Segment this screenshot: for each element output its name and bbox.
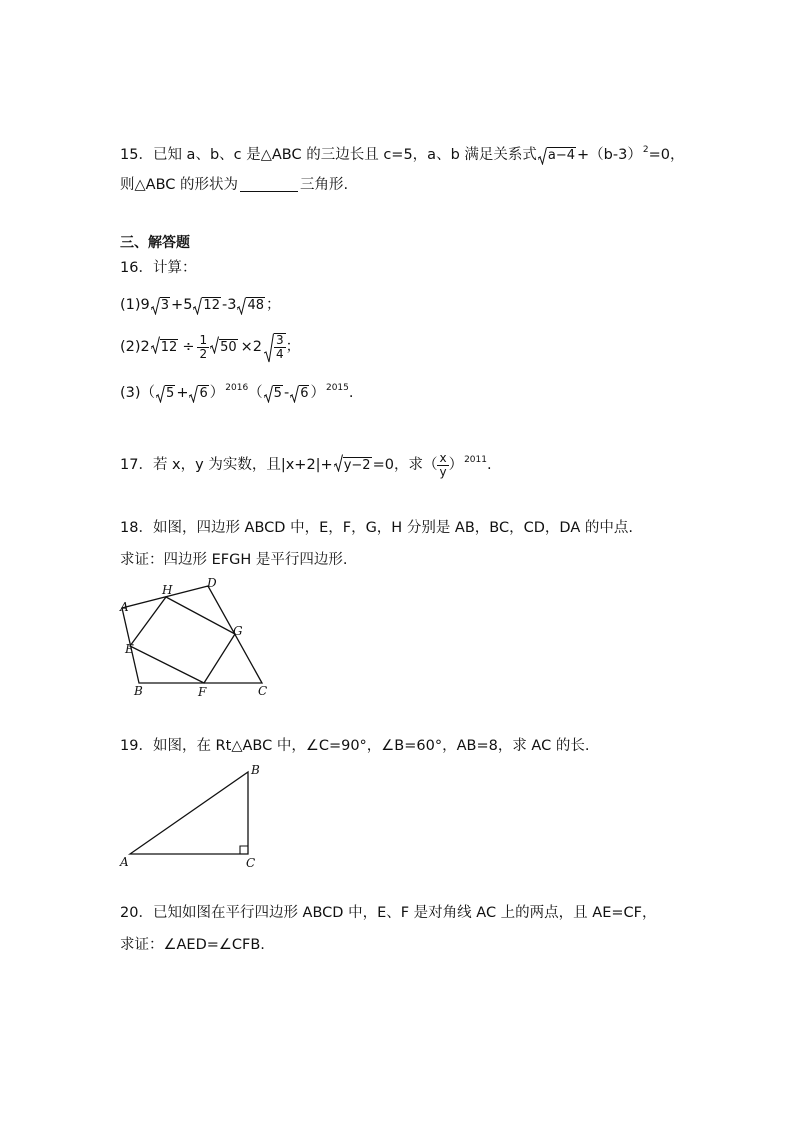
minus-sign: - [283,385,290,401]
paren: ） [310,385,325,401]
paren: ） [209,385,225,401]
sqrt-expression: y−2 [334,452,372,479]
sqrt-fraction: $\frac{3}{4}$ [264,333,286,361]
exponent: 2011 [464,455,487,465]
label-c: C [258,684,268,698]
triangle-abc [130,772,248,854]
label-e: E [125,642,134,656]
q15-exponent: 2 [642,145,649,155]
times-sign: ×2 [240,339,263,355]
label-h: H [162,583,173,597]
q20-line1: 20．已知如图在平行四边形 ABCD 中，E、F 是对角线 AC 上的两点，且 AE=CF， [120,905,657,921]
sqrt-expression: 48 [237,295,265,316]
label-b: B [251,763,260,777]
q17-text-b: =0，求（ [372,457,438,473]
divide-sign: ÷ [182,339,195,355]
sqrt-expression: 12 [193,295,221,316]
q15-text-2b: 三角形. [300,177,349,193]
q15-text: 15．已知 a、b、c 是△ABC 的三边长且 c=5，a、b 满足关系式 [120,147,537,163]
period: . [486,457,492,473]
q19-line1: 19．如图，在 Rt△ABC 中，∠C=90°，∠B=60°，AB=8，求 AC 的长. [120,738,590,754]
q15-text-c: =0， [648,147,685,163]
fraction: $\frac{1}{2}$ [199,332,208,361]
label-b: B [134,684,143,698]
q16-p2-label: (2)2 [120,339,150,355]
q15-line1 [120,140,684,166]
q17-text-c: ） [448,457,464,473]
fraction: $\frac{x}{y}$ [439,450,447,479]
q20-line2: 求证：∠AED=∠CFB. [120,937,265,953]
sqrt-expression: a−4 [538,145,576,166]
quadrilateral-efgh [130,597,235,683]
q16-p2-end: ； [285,339,301,355]
right-angle-mark [240,846,248,854]
paren: （ [248,385,263,401]
right-triangle-figure [115,760,275,870]
plus-sign: + [176,385,189,401]
q15-text-b: +（b-3） [577,147,642,163]
q16-p1-op: +5 [171,297,193,313]
sqrt-expression: 5 [264,383,283,404]
q16-part1 [120,295,280,316]
label-d: D [207,576,217,590]
q16-p1-op2: -3 [221,297,237,313]
q15-line2 [120,175,348,195]
q16-intro: 16．计算： [120,260,197,276]
label-a: A [120,600,129,614]
sqrt-expression: 6 [189,383,208,404]
exponent: 2016 [225,383,249,393]
q17-line [120,447,492,479]
q16-p3-label: (3)（ [120,385,156,401]
q16-part3 [120,378,353,404]
q18-line1: 18．如图，四边形 ABCD 中，E，F，G，H 分别是 AB，BC，CD，DA 的中点. [120,520,633,536]
quadrilateral-figure [112,574,282,700]
sqrt-expression: 5 [156,383,175,404]
sqrt-expression: 50 [210,334,238,361]
label-f: F [198,685,207,699]
q16-p1-end: ； [265,297,281,313]
answer-blank[interactable] [240,177,298,192]
q15-text-2a: 则△ABC 的形状为 [120,177,238,193]
q16-part2 [120,333,300,361]
exponent: 2015 [325,383,349,393]
label-c: C [246,856,256,870]
sqrt-expression: 3 [151,295,170,316]
sqrt-expression: 6 [290,383,309,404]
q17-text: 17．若 x，y 为实数，且|x+2|+ [120,457,333,473]
q16-p1-label: (1)9 [120,297,150,313]
section-title: 三、解答题 [120,235,190,251]
q18-line2: 求证：四边形 EFGH 是平行四边形. [120,552,348,568]
label-g: G [233,624,243,638]
label-a: A [120,855,129,869]
sqrt-expression: 12 [151,334,179,361]
period: . [348,385,354,401]
